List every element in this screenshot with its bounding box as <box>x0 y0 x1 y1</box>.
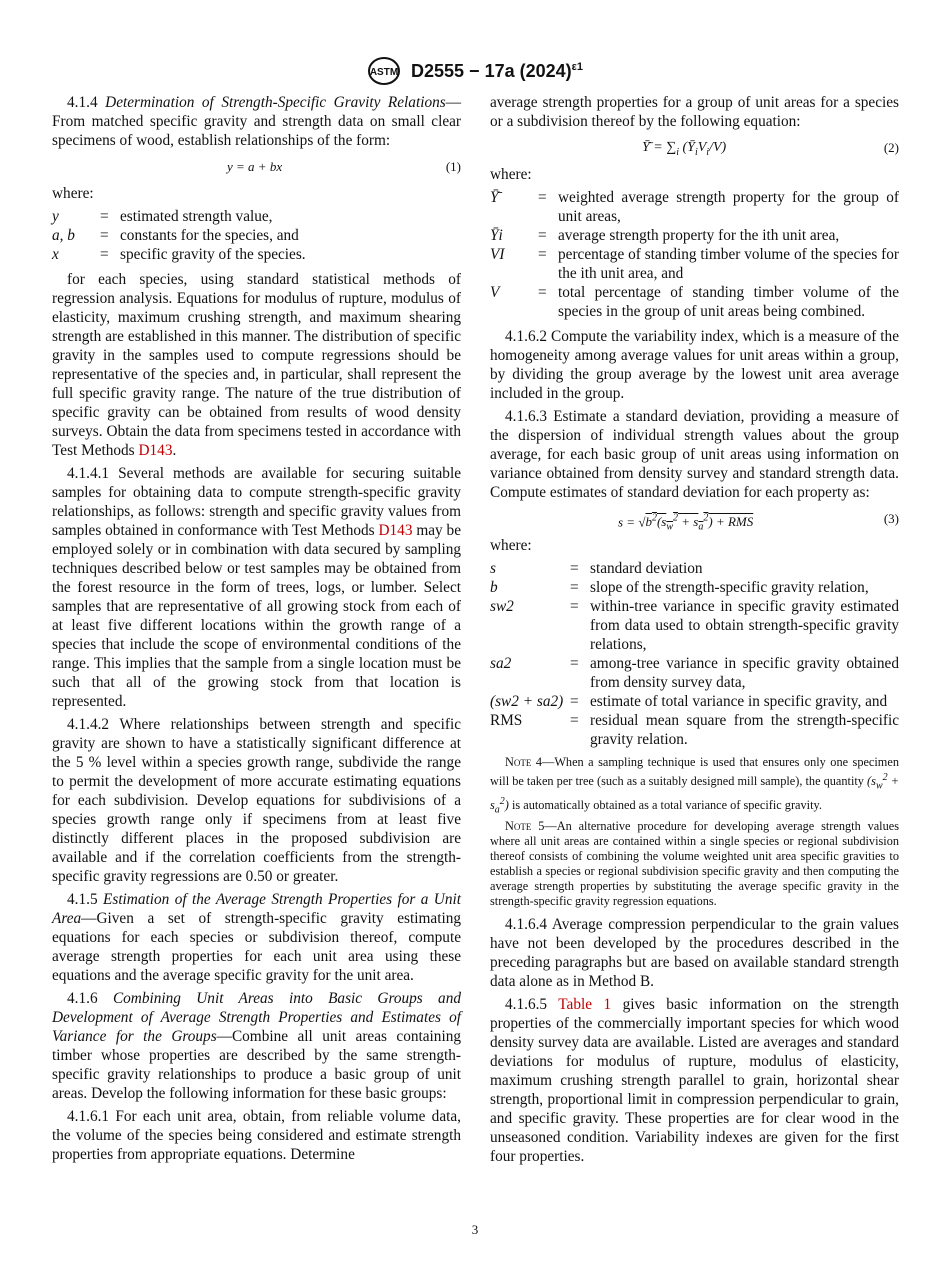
note-4: Note 4—When a sampling technique is used that ensures only one specimen will be taken per tree (such as a suitably designed mill sample), the quantity $(s_w^2 + s_a^2)$ is automatically obtained as a total variance of specific gravity. <box>490 755 900 816</box>
definition-row: RMS = residual mean square from the strength-specific gravity relation. <box>490 712 899 748</box>
note-5: Note 5—An alternative procedure for developing average strength values where all unit areas are contained within a single species or regional subdivision thereof consists of combining the volume weighted unit area specific gravities to establish a species or regional subdivision specific gravity and then computing the average strength properties by substituting the average specific gravity in the strength-specific gravity regression equations. <box>490 819 899 909</box>
section-4-1-6-5: 4.1.6.5 Table 1 gives basic information on the strength properties of the commercially important species for which wood density survey data are available. Listed are averages and standard deviations for modulus of rupture, modulus of elasticity, maximum crushing strength parallel to grain, horizontal shear strength, proportional limit in compression perpendicular to grain, and specific gravity. These properties are for clear wood in the unseasoned condition. Variability indexes are given for the first four properties. <box>490 996 899 1166</box>
link-table-1[interactable]: Table 1 <box>558 996 612 1014</box>
definition-row: V = total percentage of standing timber volume of the species in the group of unit areas being combined. <box>490 284 899 320</box>
definition-row: y = estimated strength value, <box>52 208 273 225</box>
link-d143[interactable]: D143 <box>378 522 413 539</box>
where-label: where: <box>490 537 532 554</box>
document-designation: D2555 − 17a $(2024)^{\varepsilon 1}$ <box>411 60 583 81</box>
definition-row: sw2 = within-tree variance in specific gravity estimated from data used to obtain strength-specific gravity relations, <box>490 598 899 653</box>
link-d143[interactable]: D143 <box>138 442 173 459</box>
definitions-eq3 <box>490 559 899 749</box>
definition-row: (sw2 + sa2) = estimate of total variance in specific gravity, and <box>490 693 888 710</box>
section-4-1-6-4: 4.1.6.4 Average compression perpendicular to the grain values have not been developed by the procedures described in the preceding paragraphs but are based on available standard strength data alone as in Method B. <box>490 916 899 991</box>
section-4-1-6-1: 4.1.6.1 For each unit area, obtain, from reliable volume data, the volume of the species being considered and estimate strength properties from appropriate equations. Determine <box>52 1108 461 1163</box>
definition-row: b = slope of the strength-specific gravity relation, <box>490 579 869 596</box>
right-column <box>490 93 899 1170</box>
section-4-1-6: 4.1.6 Combining Unit Areas into Basic Groups and Development of Average Strength Properties and Estimates of Variance for the Groups—Combine all unit areas containing timber whose properties are described by the same strength-specific gravity relationships to produce a basic group of unit areas. Develop the following information for these basic groups: <box>52 990 461 1102</box>
paragraph-regression: for each species, using standard statistical methods of regression analysis. Equations for modulus of rupture, modulus of elasticity, maximum crushing strength, and maximum shearing strength are established in this manner. The distribution of specific gravity in the samples used to compute regressions should be representative of the species and, in particular, shall represent the full specific gravity range. The nature of the true distribution of specific gravity can be obtained from results of wood density surveys. Obtain the data from specimens tested in accordance with Test Methods D143. <box>52 271 461 459</box>
svg-text:ASTM: ASTM <box>369 67 399 78</box>
where-label: where: <box>52 185 94 202</box>
astm-logo-icon <box>367 56 401 86</box>
definitions-eq2 <box>490 188 899 321</box>
definition-row: a, b = constants for the species, and <box>52 227 299 244</box>
section-4-1-4-2: 4.1.4.2 Where relationships between strength and specific gravity are shown to have a statistically significant difference at the 5 % level within a species growth range, subdivide the range to permit the development of more accurate estimating equations for each subdivision. Develop equations for subdivisions of a species growth range only if specimens from at least five distinctly different places in the proposed subdivision are available and if the correlation coefficients from the strength-specific gravity regressions are 0.50 or greater. <box>52 716 461 885</box>
where-label: where: <box>490 166 532 183</box>
equation-3: $s = √b^2(s_w^2 + s_a^2)$ + RMS (3) <box>618 511 899 533</box>
left-column <box>52 93 461 1168</box>
definition-row: VI = percentage of standing timber volume of the species for the ith unit area, and <box>490 246 899 282</box>
section-4-1-4-1: 4.1.4.1 Several methods are available for securing suitable samples for obtaining data to compute strength-specific gravity relationships, as follows: strength and specific gravity values from samples obtained in conformance with Test Methods D143 may be employed solely or in combination with data secured by sampling techniques described below or test samples may be obtained from the forest resource in the form of trees, logs, or lumber. Select samples that are representative of all growing stock from each of at least five different locations within the growth range of a species that include the scope of environmental conditions of the range. This implies that the sample from a single location must be such that all of the growing stock from that location is represented. <box>52 465 461 710</box>
definitions-eq1 <box>52 207 461 264</box>
section-4-1-6-2: 4.1.6.2 Compute the variability index, which is a measure of the homogeneity among average values for unit areas within a group, by dividing the group average by the lowest unit area average included in the group. <box>490 328 899 402</box>
paragraph-continued: average strength properties for a group of unit areas for a species or a subdivision thereof by the following equation: <box>490 94 899 130</box>
definition-row: x = specific gravity of the species. <box>52 246 306 263</box>
section-4-1-4: 4.1.4 Determination of Strength-Specific Gravity Relations—From matched specific gravity and strength data on small clear specimens of wood, establish relationships of the form: <box>52 94 462 149</box>
page-header <box>0 56 950 86</box>
definition-row: Ȳ̄ = weighted average strength property for the group of unit areas, <box>490 189 899 225</box>
equation-1: y = a + bx (1) <box>227 159 461 174</box>
section-4-1-5: 4.1.5 Estimation of the Average Strength Properties for a Unit Area—Given a set of strength-specific gravity estimating equations for each species or subdivision thereof, compute average strength properties for each unit area using these equations and the average specific gravity for the unit area. <box>52 891 461 984</box>
definition-row: sa2 = among-tree variance in specific gravity obtained from density survey data, <box>490 655 899 691</box>
definition-row: Ȳi = average strength property for the ith unit area, <box>490 227 840 244</box>
equation-2: Ȳ̄ = $\sum_i$ $(Ȳ_iV_i/V)$ (2) <box>642 140 899 158</box>
page-number: 3 <box>471 1222 479 1237</box>
definition-row: s = standard deviation <box>490 560 703 577</box>
section-4-1-6-3: 4.1.6.3 Estimate a standard deviation, providing a measure of the dispersion of individual strength values about the group average, for each basic group of unit areas using information on variance obtained from density survey and standard strength data. Compute estimates of standard deviation for each property as: <box>490 408 899 501</box>
